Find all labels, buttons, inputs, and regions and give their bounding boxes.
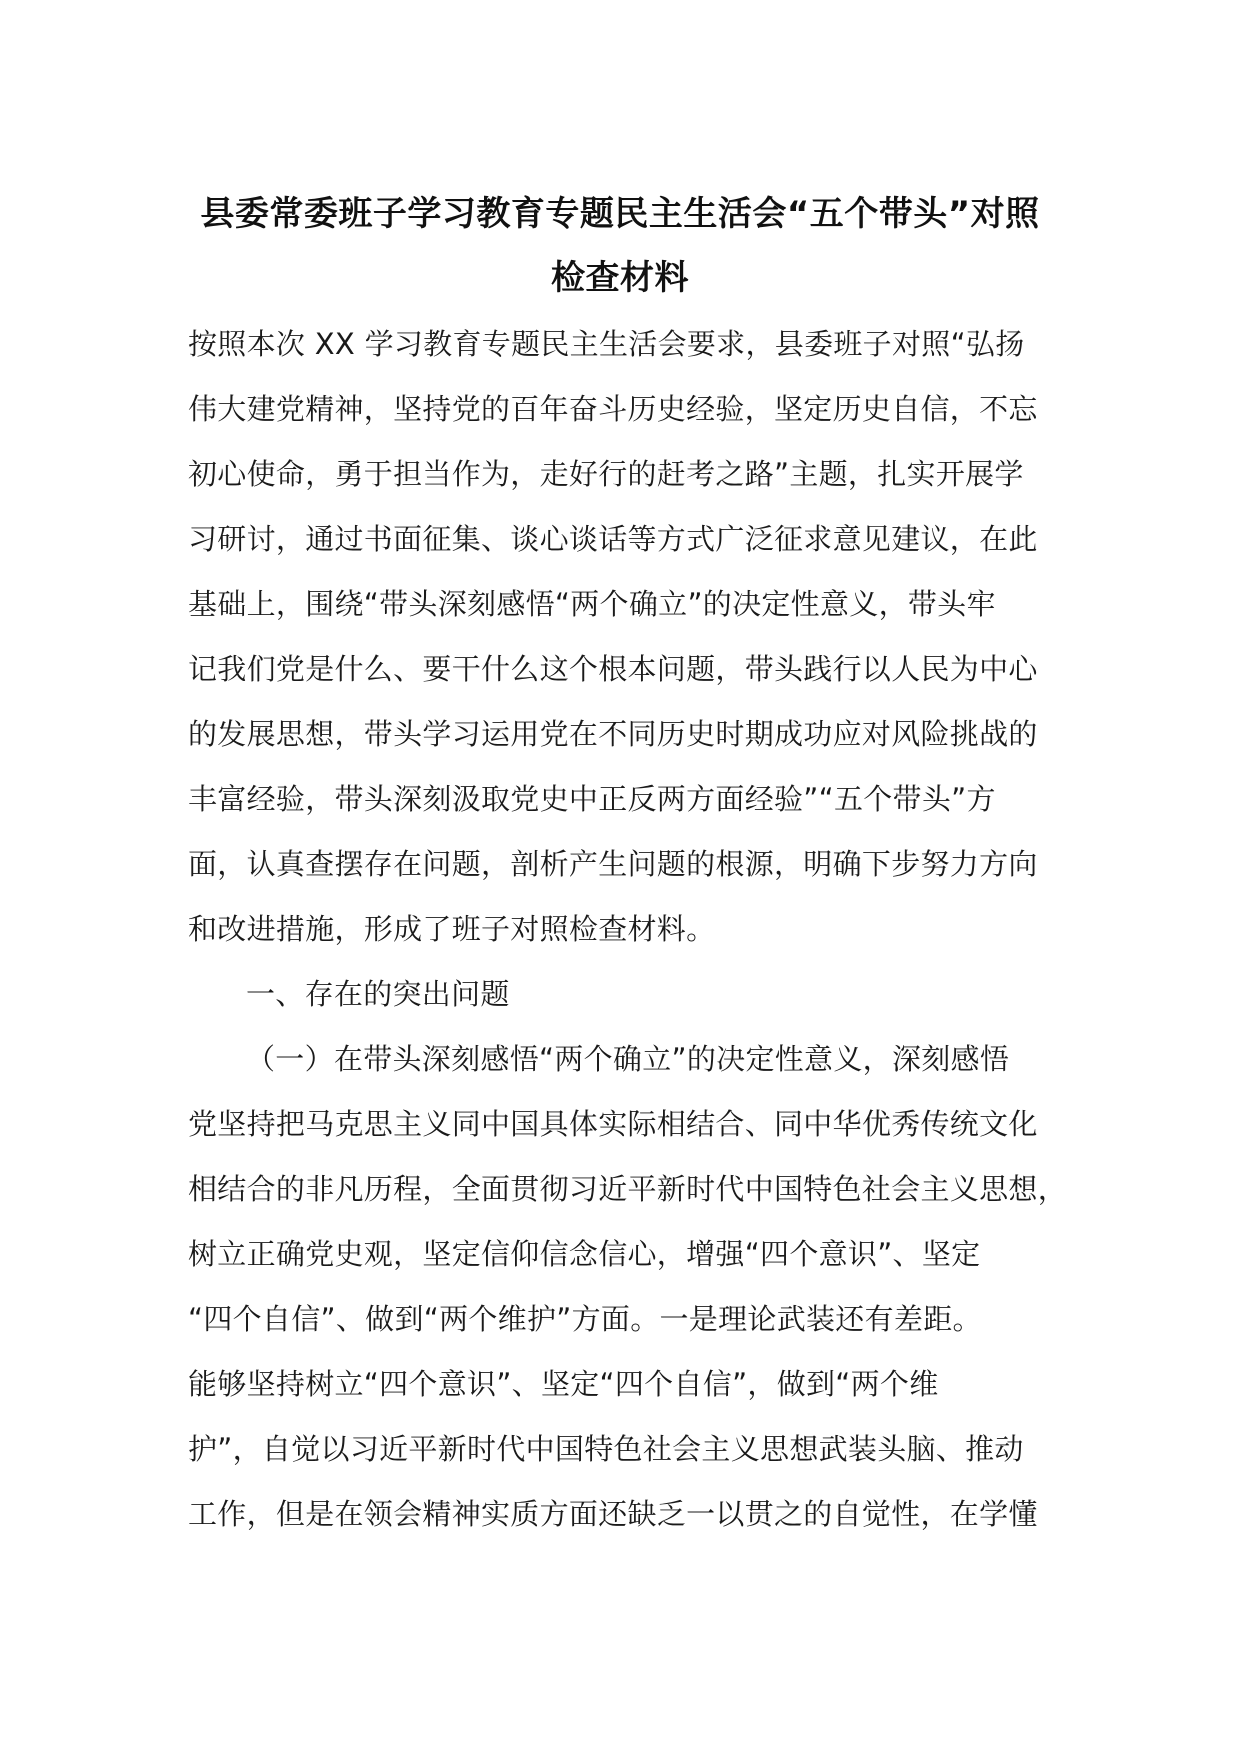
body-line: 护”，自觉以习近平新时代中国特色社会主义思想武装头脑、推动	[188, 1432, 1024, 1466]
body-line: 工作，但是在领会精神实质方面还缺乏一以贯之的自觉性，在学懂	[188, 1497, 1038, 1531]
body-line: “四个自信”、做到“两个维护”方面。一是理论武装还有差距。	[188, 1302, 982, 1336]
title-line-1: 县委常委班子学习教育专题民主生活会“五个带头”对照	[200, 194, 1040, 234]
subsection-heading: （一）在带头深刻感悟“两个确立”的决定性意义，深刻感悟	[246, 1042, 1010, 1076]
body-line: 基础上，围绕“带头深刻感悟“两个确立”的决定性意义，带头牢	[188, 587, 996, 621]
body-line: 和改进措施，形成了班子对照检查材料。	[188, 912, 716, 946]
body-line: 按照本次 XX 学习教育专题民主生活会要求，县委班子对照“弘扬	[188, 327, 1025, 361]
body-line: 树立正确党史观，坚定信仰信念信心，增强“四个意识”、坚定	[188, 1237, 981, 1271]
document-body	[188, 312, 1088, 1547]
document-title	[150, 182, 1090, 310]
body-line: 面，认真查摆存在问题，剖析产生问题的根源，明确下步努力方向	[188, 847, 1038, 881]
section-heading: 一、存在的突出问题	[246, 977, 510, 1011]
body-line: 伟大建党精神，坚持党的百年奋斗历史经验，坚定历史自信，不忘	[188, 392, 1038, 426]
body-line: 的发展思想，带头学习运用党在不同历史时期成功应对风险挑战的	[188, 717, 1038, 751]
body-line: 党坚持把马克思主义同中国具体实际相结合、同中华优秀传统文化	[188, 1107, 1038, 1141]
title-line-2: 检查材料	[551, 258, 689, 298]
body-line: 习研讨，通过书面征集、谈心谈话等方式广泛征求意见建议，在此	[188, 522, 1038, 556]
body-line: 记我们党是什么、要干什么这个根本问题，带头践行以人民为中心	[188, 652, 1038, 686]
body-line: 相结合的非凡历程，全面贯彻习近平新时代中国特色社会主义思想，	[188, 1172, 1068, 1206]
body-line: 初心使命，勇于担当作为，走好行的赶考之路”主题，扎实开展学	[188, 457, 1024, 491]
body-line: 丰富经验，带头深刻汲取党史中正反两方面经验”“五个带头”方	[188, 782, 996, 816]
body-line: 能够坚持树立“四个意识”、坚定“四个自信”，做到“两个维	[188, 1367, 939, 1401]
